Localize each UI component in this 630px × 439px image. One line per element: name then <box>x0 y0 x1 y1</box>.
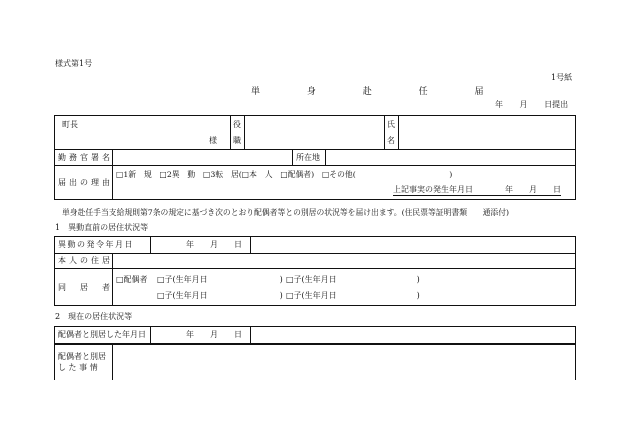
order-date-value: 年 月 日 <box>186 240 242 249</box>
occurrence-date: 上記事実の発生年月日 年 月 日 <box>393 185 561 194</box>
name-label-top: 氏 <box>387 120 395 129</box>
form-title: 単 身 赴 任 届 <box>251 87 506 97</box>
residence-label: 本人の住居 <box>58 256 113 265</box>
child-checkbox-1[interactable]: □子(生年月日 ) <box>157 275 283 284</box>
circumstance-label-2: し た 事 情 <box>58 363 98 372</box>
order-date-label: 異動の発令年月日 <box>58 240 134 249</box>
separation-date-label: 配偶者と別居した年月日 <box>58 330 146 339</box>
statement-text: 単身赴任手当支給規則第7条の規定に基づき次のとおり配偶者等との別居の状況等を届け出ます。(住民票等証明書類 通添付) <box>62 208 510 217</box>
spouse-checkbox[interactable]: □配偶者 <box>116 275 148 284</box>
position-label-top: 役 <box>233 120 241 129</box>
child-checkbox-3[interactable]: □子(生年月日 ) <box>157 291 283 300</box>
cohabitants-label: 同 居 者 <box>58 283 113 292</box>
circumstance-label-1: 配偶者と別居 <box>58 352 106 361</box>
reason-options: □1新 規 □2異 動 □3転 居(□本 人 □配偶者) □その他( ) <box>116 170 453 179</box>
addressee-honorific: 様 <box>209 136 217 145</box>
name-label-bottom: 名 <box>387 136 395 145</box>
reason-label: 届出の理由 <box>58 178 113 187</box>
sheet-label: 1号紙 <box>551 73 573 82</box>
separation-date-value: 年 月 日 <box>186 330 242 339</box>
child-checkbox-4[interactable]: □子(生年月日 ) <box>286 291 420 300</box>
office-label: 勤務官署名 <box>58 153 113 162</box>
position-label-bottom: 職 <box>233 136 241 145</box>
form-number: 様式第1号 <box>55 59 93 68</box>
addressee-town-head: 町長 <box>62 120 78 129</box>
section1-heading: 1 異動直前の居住状況等 <box>55 223 149 232</box>
child-checkbox-2[interactable]: □子(生年月日 ) <box>286 275 420 284</box>
location-label: 所在地 <box>296 153 320 162</box>
section2-heading: 2 現在の居住状況等 <box>55 312 133 321</box>
submission-date: 年 月 日提出 <box>495 100 569 109</box>
